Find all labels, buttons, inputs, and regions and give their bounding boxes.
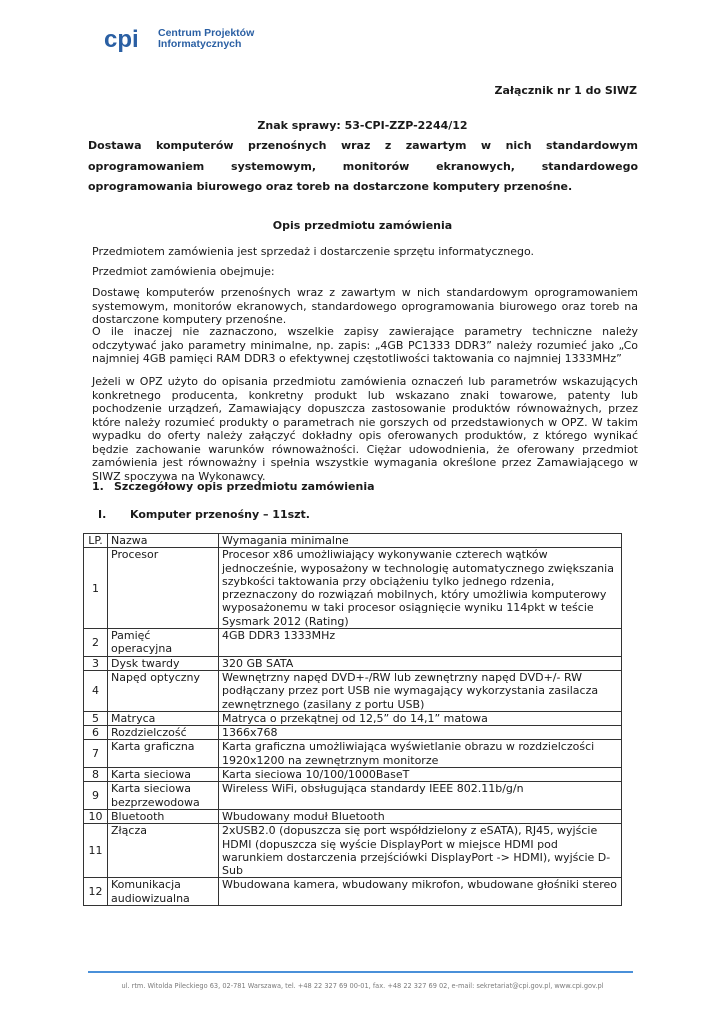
row-name: Matryca <box>108 711 219 725</box>
paragraph: Dostawę komputerów przenośnych wraz z zawartym w nich standardowym oprogramowaniem systemowym, monitorów ekranowych, standardowego oprogramowania biurowego oraz toreb na dostarczone komputery przenośne. <box>92 286 638 326</box>
heading-laptop <box>98 508 310 521</box>
row-number: 4 <box>84 670 108 711</box>
heading-text: Szczegółowy opis przedmiotu zamówienia <box>114 480 375 493</box>
row-number: 2 <box>84 629 108 657</box>
section-title: Opis przedmiotu zamówienia <box>272 219 453 232</box>
row-requirement: Wewnętrzny napęd DVD+-/RW lub zewnętrzny napęd DVD+/- RW podłączany przez port USB nie wymagający wykorzystania zasilacza zewnętrznego (zasilany z portu USB) <box>219 670 622 711</box>
logo <box>104 26 254 52</box>
row-requirement: Matryca o przekątnej od 12,5” do 14,1” matowa <box>219 711 622 725</box>
row-requirement: Wbudowana kamera, wbudowany mikrofon, wbudowane głośniki stereo <box>219 878 622 906</box>
row-number: 7 <box>84 740 108 768</box>
heading-number: 1. <box>92 480 104 493</box>
row-requirement: Karta sieciowa 10/100/1000BaseT <box>219 768 622 782</box>
row-name: Karta sieciowa bezprzewodowa <box>108 782 219 810</box>
title-line: Dostawa komputerów przenośnych wraz z zawartym w nich standardowym <box>88 139 638 152</box>
paragraph: O ile inaczej nie zaznaczono, wszelkie zapisy zawierające parametry techniczne należy odczytywać jako parametry minimalne, np. zapis: „4GB PC1333 DDR3” należy rozumieć jako „Co najmniej 4GB pamięci RAM DDR3 o efektywnej częstotliwości taktowania co najmniej 1333MHz” <box>92 325 638 365</box>
table-row <box>84 629 622 657</box>
header-lp: LP. <box>84 534 108 548</box>
logo-line-2: Informatycznych <box>158 38 242 50</box>
row-name: Napęd optyczny <box>108 670 219 711</box>
cpi-logo-icon <box>104 26 152 52</box>
row-number: 3 <box>84 656 108 670</box>
table-row <box>84 768 622 782</box>
table-row <box>84 809 622 823</box>
table-row <box>84 548 622 629</box>
document-title <box>88 136 638 198</box>
heading-number: I. <box>98 508 107 521</box>
paragraph: Przedmiotem zamówienia jest sprzedaż i dostarczenie sprzętu informatycznego. <box>92 245 535 258</box>
row-number: 11 <box>84 824 108 878</box>
row-requirement: 1366x768 <box>219 726 622 740</box>
row-number: 9 <box>84 782 108 810</box>
heading-text: Komputer przenośny – 11szt. <box>130 508 310 521</box>
table-row <box>84 740 622 768</box>
paragraph: Przedmiot zamówienia obejmuje: <box>92 265 275 278</box>
row-requirement: 320 GB SATA <box>219 656 622 670</box>
logo-line-1: Centrum Projektów <box>158 27 255 39</box>
heading-detailed-description <box>92 480 375 493</box>
row-name: Pamięć operacyjna <box>108 629 219 657</box>
logo-text <box>158 28 254 50</box>
row-name: Karta sieciowa <box>108 768 219 782</box>
row-name: Dysk twardy <box>108 656 219 670</box>
row-name: Bluetooth <box>108 809 219 823</box>
row-requirement: Procesor x86 umożliwiający wykonywanie czterech wątków jednocześnie, wyposażony w technologię automatycznego zwiększania szybkości taktowania przy obciążeniu tylko jednego rdzenia, przeznaczony do rozwiązań mobilnych, który umożliwia komputerowy wyposażonemu w taki procesor osiągnięcie wyniku 114pkt w teście Sysmark 2012 (Rating) <box>219 548 622 629</box>
title-line: oprogramowaniem systemowym, monitorów ekranowych, standardowego <box>88 159 638 173</box>
row-requirement: 4GB DDR3 1333MHz <box>219 629 622 657</box>
row-name: Komunikacja audiowizualna <box>108 878 219 906</box>
header-name: Nazwa <box>108 534 219 548</box>
row-number: 5 <box>84 711 108 725</box>
row-number: 12 <box>84 878 108 906</box>
table-row <box>84 711 622 725</box>
row-requirement: Wireless WiFi, obsługująca standardy IEEE 802.11b/g/n <box>219 782 622 810</box>
row-number: 8 <box>84 768 108 782</box>
row-requirement: Karta graficzna umożliwiająca wyświetlanie obrazu w rozdzielczości 1920x1200 na zewnętrznym monitorze <box>219 740 622 768</box>
row-requirement: Wbudowany moduł Bluetooth <box>219 809 622 823</box>
table-row <box>84 782 622 810</box>
row-name: Złącza <box>108 824 219 878</box>
header-requirements: Wymagania minimalne <box>219 534 622 548</box>
row-number: 10 <box>84 809 108 823</box>
attachment-label: Załącznik nr 1 do SIWZ <box>494 84 637 97</box>
row-number: 6 <box>84 726 108 740</box>
requirements-table <box>83 533 622 906</box>
row-requirement: 2xUSB2.0 (dopuszcza się port współdzielony z eSATA), RJ45, wyjście HDMI (dopuszcza się wyście DisplayPort w miejsce HDMI pod warunkiem dostarczenia przejściówki DisplayPort -> HDMI), wyjście D-Sub <box>219 824 622 878</box>
table-row <box>84 670 622 711</box>
case-reference: Znak sprawy: 53-CPI-ZZP-2244/12 <box>257 119 468 132</box>
row-name: Rozdzielczość <box>108 726 219 740</box>
paragraph: Jeżeli w OPZ użyto do opisania przedmiotu zamówienia oznaczeń lub parametrów wskazujących konkretnego producenta, konkretny produkt lub wskazano znaki towarowe, patenty lub pochodzenie urządzeń, Zamawiający dopuszcza zastosowanie produktów równoważnych, przez które należy rozumieć produkty o parametrach nie gorszych od przedstawionych w OPZ. W takim wypadku do oferty należy załączyć dokładny opis oferowanych produktów, z którego wynikać będzie zachowanie warunków równoważności. Ciężar udowodnienia, że oferowany przedmiot zamówienia jest równoważny i spełnia wszystkie wymagania określone przez Zamawiającego w SIWZ spoczywa na Wykonawcy. <box>92 375 638 483</box>
table-row <box>84 824 622 878</box>
table-row <box>84 656 622 670</box>
logo-mark: cpi <box>104 26 139 52</box>
row-name: Procesor <box>108 548 219 629</box>
title-line: oprogramowania biurowego oraz toreb na dostarczone komputery przenośne. <box>88 180 573 193</box>
row-name: Karta graficzna <box>108 740 219 768</box>
table-row <box>84 726 622 740</box>
footer-divider <box>88 971 633 973</box>
row-number: 1 <box>84 548 108 629</box>
footer-address: ul. rtm. Witolda Pileckiego 63, 02-781 Warszawa, tel. +48 22 327 69 00-01, fax. +48 22 327 69 02, e-mail: sekretariat@cpi.gov.pl, www.cpi.gov.pl <box>121 982 604 990</box>
table-header-row <box>84 534 622 548</box>
table-row <box>84 878 622 906</box>
